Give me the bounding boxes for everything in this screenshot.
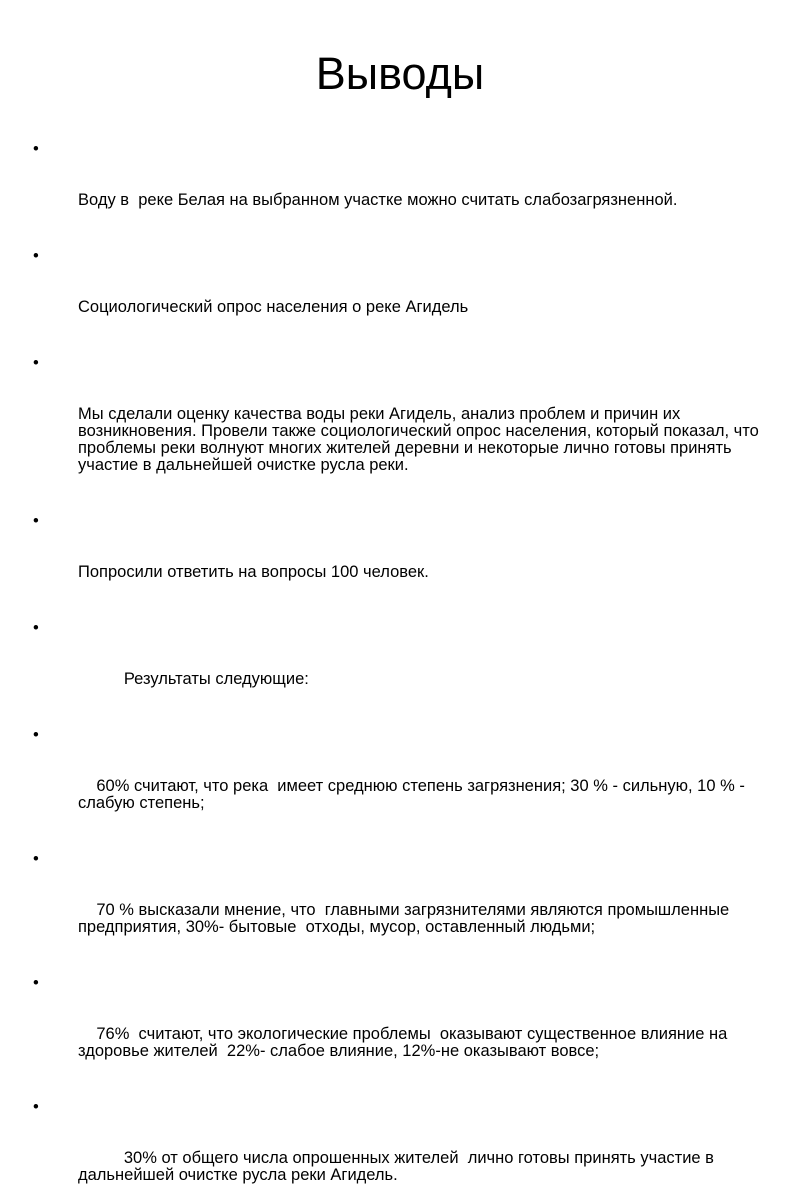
bullet-icon: • [33,140,39,158]
bullet-text: Воду в реке Белая на выбранном участке можно считать слабозагрязненной. [78,191,678,209]
slide-title: Выводы [315,48,485,99]
bullet-icon: • [33,619,39,637]
list-item [33,620,763,722]
list-item [33,141,763,243]
bullet-text: Социологический опрос населения о реке Агидель [78,298,469,316]
list-item [33,248,763,350]
list-item [33,727,763,846]
bullet-text: Попросили ответить на вопросы 100 человек. [78,563,429,581]
bullet-text: Мы сделали оценку качества воды реки Агидель, анализ проблем и причин их возникновения. Провели также социологический опрос населения, который показал, что проблемы реки волнуют многих жителей деревни и некоторые лично готовы принять участие в дальнейшей очистке русла реки. [78,405,764,474]
bullet-text: 76% считают, что экологические проблемы оказывают существенное влияние на здоровье жителей 22%- слабое влияние, 12%-не оказывают вовсе; [78,1025,732,1060]
bullet-text: 70 % высказали мнение, что главными загрязнителями являются промышленные предприятия, 30%- бытовые отходы, мусор, оставленный людьми; [78,901,734,936]
bullet-icon: • [33,354,39,372]
list-item [33,1099,763,1200]
list-item [33,355,763,508]
bullet-icon: • [33,726,39,744]
bullet-icon: • [33,247,39,265]
bullet-text: Результаты следующие: [78,670,309,688]
bullet-icon: • [33,512,39,530]
bullet-icon: • [33,974,39,992]
bullet-icon: • [33,1098,39,1116]
bullet-icon: • [33,850,39,868]
bullet-list [33,141,763,1200]
list-item [33,975,763,1094]
bullet-text: 30% от общего числа опрошенных жителей лично готовы принять участие в дальнейшей очистке русла реки Агидель. [78,1149,719,1184]
bullet-text: 60% считают, что река имеет среднюю степень загрязнения; 30 % - сильную, 10 % - слабую степень; [78,777,750,812]
list-item [33,851,763,970]
